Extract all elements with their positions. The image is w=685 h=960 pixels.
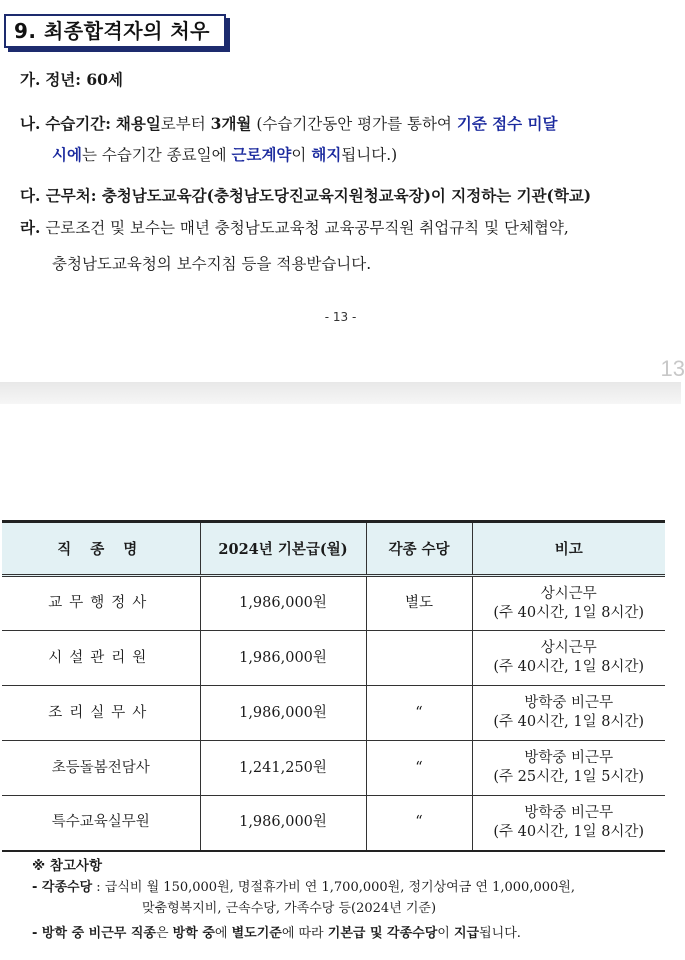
header-note: 비고: [472, 522, 665, 576]
note-line: 상시근무: [540, 640, 597, 656]
salary-cell: 1,986,000원: [200, 631, 366, 686]
note-text: 에 따라: [281, 926, 324, 941]
note-allowance-sub: 맞춤형복지비, 근속수당, 가족수당 등(2024년 기준): [142, 901, 437, 916]
note-text: 은: [155, 926, 169, 941]
allowance-cell: [366, 631, 472, 686]
item-ra-line1: [20, 218, 569, 238]
item-ra-line2: 충청남도교육청의 보수지침 등을 적용받습니다.: [52, 255, 372, 273]
item-text: 정년: 60세: [45, 70, 123, 89]
note-line: 방학중 비근무: [524, 750, 614, 766]
header-job: 직 종 명: [2, 522, 200, 576]
text: 로부터: [160, 115, 206, 133]
note-vacation: [32, 923, 575, 944]
job-cell: 특수교육실무원: [2, 796, 200, 851]
note-line: 방학중 비근무: [524, 804, 614, 821]
note-cell: [472, 796, 665, 851]
allowance-cell: “: [366, 686, 472, 741]
item-text: 근로조건 및 보수는 매년 충청남도교육청 교육공무직원 취업규칙 및 단체협약,: [45, 219, 569, 237]
notes-heading: ※ 참고사항: [32, 858, 102, 874]
note-line: (주 40시간, 1일 8시간): [493, 823, 645, 840]
job-cell: 조리실무사: [2, 686, 200, 741]
item-marker: 나.: [20, 114, 41, 133]
page-footer: - 13 -: [324, 310, 357, 324]
probation-period: 3개월: [210, 114, 252, 133]
note-cell: [472, 741, 665, 796]
item-marker: 다.: [20, 186, 41, 205]
note-emphasis: 지급: [454, 926, 480, 941]
item-na-line1: [20, 114, 557, 134]
allowance-cell: “: [366, 741, 472, 796]
item-da: [20, 186, 591, 206]
note-text: 이: [437, 926, 450, 941]
note-emphasis: 별도기준: [231, 926, 282, 941]
note-line: 상시근무: [540, 585, 597, 602]
table-row: [2, 686, 665, 741]
item-ga: [20, 70, 123, 90]
item-marker: 가.: [20, 70, 41, 89]
note-label: - 방학 중 비근무 직종: [32, 926, 156, 941]
note-allowance: [32, 877, 575, 898]
note-line: 방학중 비근무: [524, 695, 614, 711]
text: 됩니다.): [341, 146, 398, 164]
item-na-line2: [52, 145, 397, 165]
text: 는 수습기간 종료일에: [81, 146, 227, 164]
item-marker: 라.: [20, 218, 41, 237]
table-row: [2, 576, 665, 631]
note-label: - 각종수당: [32, 880, 93, 895]
salary-cell: 1,986,000원: [200, 796, 366, 851]
note-cell: [472, 686, 665, 741]
header-allowance: 각종 수당: [366, 522, 472, 576]
page-13: [0, 0, 685, 382]
hire-date: 채용일: [115, 114, 161, 133]
table-row: [2, 796, 665, 851]
note-text: 에: [214, 926, 228, 941]
highlight-text: 기준 점수 미달: [456, 114, 558, 133]
note-emphasis: 방학 중: [172, 926, 215, 941]
note-line: (주 25시간, 1일 5시간): [493, 769, 645, 785]
highlight-text: 시에: [52, 145, 82, 164]
note-line: (주 40시간, 1일 8시간): [493, 604, 645, 621]
highlight-text: 해지: [311, 145, 342, 164]
item-text: 근무처: 충청남도교육감(충청남도당진교육지원청교육장)이 지정하는 기관(학교): [45, 186, 592, 205]
job-cell: 초등돌봄전담사: [2, 741, 200, 796]
salary-cell: 1,986,000원: [200, 686, 366, 741]
note-cell: [472, 631, 665, 686]
table-row: [2, 631, 665, 686]
allowance-cell: “: [366, 796, 472, 851]
table-row: [2, 741, 665, 796]
note-cell: [472, 576, 665, 631]
text: (수습기간동안 평가를 통하여: [256, 115, 452, 133]
section-title: 9. 최종합격자의 처우: [4, 14, 226, 48]
salary-cell: 1,986,000원: [200, 576, 366, 631]
salary-table: [2, 520, 665, 852]
probation-label: 수습기간:: [45, 114, 111, 133]
salary-cell: 1,241,250원: [200, 741, 366, 796]
note-line: (주 40시간, 1일 8시간): [493, 714, 645, 730]
header-salary: 2024년 기본급(월): [200, 522, 366, 576]
page-gap: [0, 382, 681, 404]
note-text: : 급식비 월 150,000원, 명절휴가비 연 1,700,000원, 정기상여금 연 1,000,000원,: [96, 880, 575, 895]
note-line: (주 40시간, 1일 8시간): [493, 659, 645, 675]
allowance-cell: 별도: [366, 576, 472, 631]
page-number: 13: [660, 356, 685, 381]
note-emphasis: 기본급 및 각종수당: [327, 926, 438, 941]
job-cell: 교무행정사: [2, 576, 200, 631]
text: 이: [291, 146, 307, 164]
job-cell: 시설관리원: [2, 631, 200, 686]
notes-section: [32, 856, 575, 944]
note-text: 됩니다.: [479, 926, 521, 941]
table-header-row: [2, 522, 665, 576]
highlight-text: 근로계약: [231, 145, 292, 164]
